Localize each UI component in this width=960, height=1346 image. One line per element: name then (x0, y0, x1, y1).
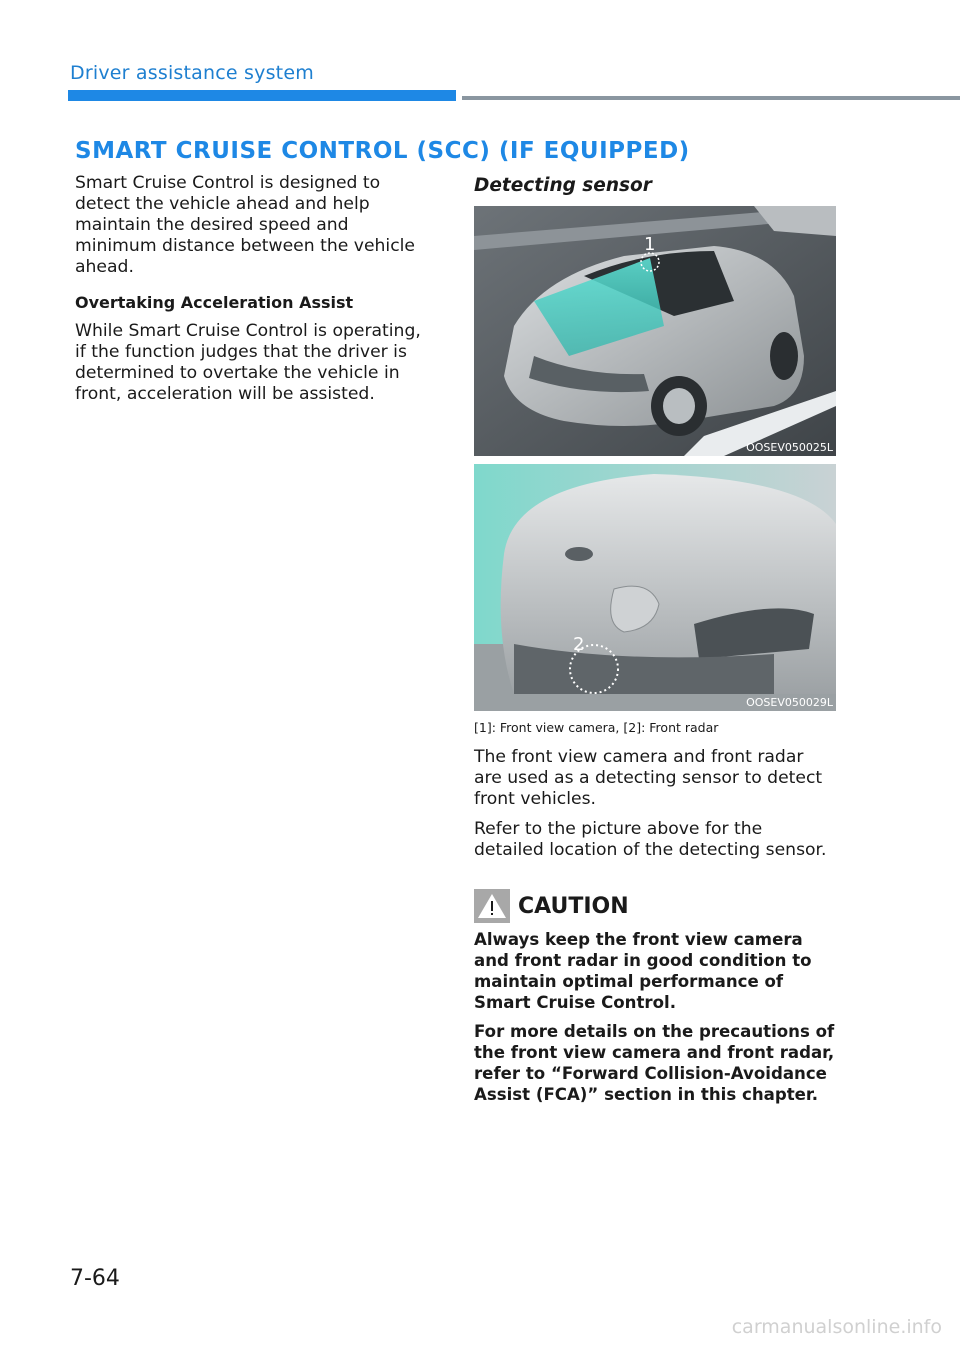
overtaking-subheading: Overtaking Acceleration Assist (75, 293, 354, 312)
figure2-marker: 2 (573, 634, 585, 655)
caution-text-2: For more details on the precautions of the front view camera and front radar, refer to “Forward Collision-Avoidance Assist (FCA)” section in this chapter. (474, 1022, 835, 1104)
sensor-paragraph: The front view camera and front radar are used as a detecting sensor to detect front vehicles. (474, 747, 823, 809)
caution-label: CAUTION (518, 893, 629, 919)
sensor-location-paragraph: Refer to the picture above for the detailed location of the detecting sensor. (474, 819, 827, 860)
front-radar-illustration (474, 464, 836, 711)
header-bar-divider (462, 96, 960, 100)
figure-caption: [1]: Front view camera, [2]: Front radar (474, 720, 719, 735)
right-column (474, 173, 836, 1105)
figure1-marker: 1 (644, 234, 656, 255)
section-title: SMART CRUISE CONTROL (SCC) (IF EQUIPPED) (75, 138, 690, 164)
figure2-code: OOSEV050029L (746, 696, 833, 709)
front-camera-figure (474, 206, 836, 456)
front-radar-figure (474, 464, 836, 711)
header-title: Driver assistance system (70, 62, 314, 84)
detecting-sensor-subheading: Detecting sensor (474, 175, 652, 196)
page-number: 7-64 (70, 1266, 120, 1291)
warning-triangle-icon (474, 889, 510, 923)
caution-text-1: Always keep the front view camera and front radar in good condition to maintain optimal performance of Smart Cruise Control. (474, 930, 812, 1012)
overtaking-paragraph: While Smart Cruise Control is operating, if the function judges that the driver is determined to overtake the vehicle in front, acceleration will be assisted. (75, 321, 421, 404)
intro-paragraph: Smart Cruise Control is designed to detect the vehicle ahead and help maintain the desired speed and minimum distance between the vehicle ahead. (75, 173, 415, 277)
front-camera-illustration (474, 206, 836, 456)
caution-header (474, 888, 836, 924)
figure1-code: OOSEV050025L (746, 441, 833, 454)
left-column (75, 173, 435, 405)
watermark: carmanualsonline.info (731, 1316, 942, 1338)
header-bar-accent (68, 90, 456, 101)
